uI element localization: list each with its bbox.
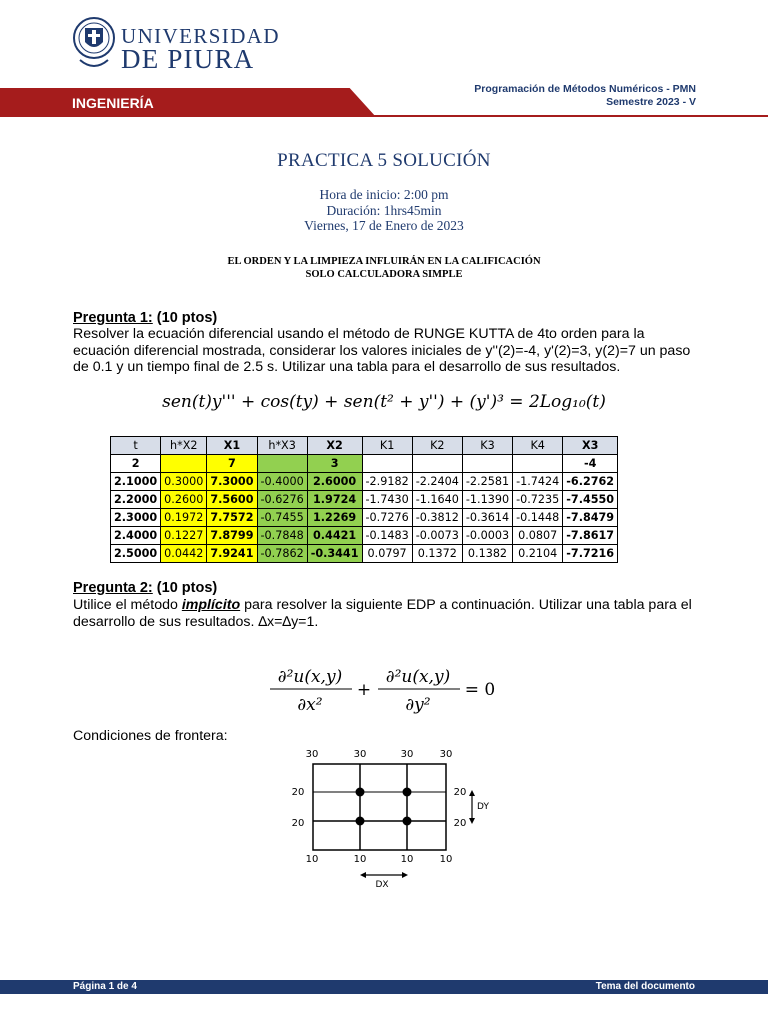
dy-arrow [469,790,489,824]
dx-arrow [360,872,408,890]
top-boundary-value: 30 [353,749,367,760]
bottom-boundary-value: 10 [305,854,319,865]
exam-meta [0,187,768,234]
table-cell: 3 [307,455,362,473]
pde-denominator-2: ∂y² [405,695,431,715]
table-cell: 0.1972 [161,509,207,527]
question-2-text [73,597,697,630]
table-cell: 7.9241 [207,545,257,563]
table-cell: -0.3614 [462,509,512,527]
column-header: X3 [563,437,618,455]
table-cell: 0.0797 [362,545,412,563]
table-cell: 7.7572 [207,509,257,527]
question-1-label: Pregunta 1: [73,310,153,326]
top-boundary-value: 30 [305,749,319,760]
interior-node [403,817,412,826]
page-number: Página 1 de 4 [73,981,137,992]
table-cell: 2.1000 [111,473,161,491]
right-boundary-value: 20 [453,818,467,829]
table-cell: 0.2600 [161,491,207,509]
interior-node [356,817,365,826]
question-1-text: Resolver la ecuación diferencial usando el método de RUNGE KUTTA de 4to orden para la ecuación diferencial mostrada, considerar los valores iniciales de y''(2)=-4, y'(2)=3, y(2)=7 un paso de 0.1 y un tiempo final de 2.5 s. Utilizar una tabla para el desarrollo de sus resultados. [73,326,691,375]
top-boundary-value: 30 [439,749,453,760]
table-cell: 7 [207,455,257,473]
table-cell: -2.9182 [362,473,412,491]
table-cell: 0.0807 [513,527,563,545]
dx-label: DX [375,880,389,890]
question-2-label: Pregunta 2: [73,580,153,596]
table-cell: 0.1372 [412,545,462,563]
table-cell: -7.8479 [563,509,618,527]
table-cell: -2.2404 [412,473,462,491]
course-info [474,83,696,109]
pde-numerator-2: ∂²u(x,y) [385,667,451,687]
table-cell: 2.4000 [111,527,161,545]
interior-node [403,788,412,797]
table-cell: -2.2581 [462,473,512,491]
table-cell: -0.7235 [513,491,563,509]
table-cell: 7.5600 [207,491,257,509]
table-cell: -1.7430 [362,491,412,509]
page-title: PRACTICA 5 SOLUCIÓN [277,150,491,171]
university-name-line2: DE PIURA [121,44,255,74]
top-boundary-value: 30 [400,749,414,760]
table-cell: -0.3441 [307,545,362,563]
question-2-text-after: para resolver la siguiente EDP a continuación. Utilizar una tabla para el desarrollo de sus resultados. ∆x=∆y=1. [73,597,692,630]
start-time: Hora de inicio: 2:00 pm [319,187,449,202]
laplace-equation [0,662,768,722]
table-cell: 2.5000 [111,545,161,563]
column-header: K3 [462,437,512,455]
semester: Semestre 2023 - V [606,96,696,108]
table-cell: -7.7216 [563,545,618,563]
interior-node [356,788,365,797]
table-cell: -1.7424 [513,473,563,491]
table-cell [161,455,207,473]
notice-line2: SOLO CALCULADORA SIMPLE [305,269,463,280]
question-2-points: (10 ptos) [156,580,218,596]
table-cell [462,455,512,473]
column-header: X2 [307,437,362,455]
document-topic: Tema del documento [595,981,695,992]
table-cell: 0.0442 [161,545,207,563]
table-cell: 0.2104 [513,545,563,563]
table-cell [257,455,307,473]
table-cell: -0.0003 [462,527,512,545]
table-cell: -0.0073 [412,527,462,545]
column-header: h*X2 [161,437,207,455]
implicit-emphasis: implícito [181,597,241,613]
table-cell: 7.3000 [207,473,257,491]
pde-numerator-1: ∂²u(x,y) [277,667,343,687]
header-rule [0,115,768,117]
table-row [111,473,618,491]
pde-rhs: = 0 [464,680,496,700]
runge-kutta-table [110,436,618,563]
question-1-points: (10 ptos) [156,310,218,326]
table-cell: 2 [111,455,161,473]
boundary-grid-diagram [280,742,500,892]
table-row [111,455,618,473]
table-cell: 2.3000 [111,509,161,527]
table-header-row [111,437,618,455]
question-1-equation: sen(t)y''' + cos(ty) + sen(t² + y'') + (y')³ = 2Log₁₀(t) [162,392,606,412]
exam-notice [0,255,768,281]
right-boundary-value: 20 [453,787,467,798]
table-row [111,491,618,509]
column-header: t [111,437,161,455]
table-cell: 2.6000 [307,473,362,491]
course-name: Programación de Métodos Numéricos - PMN [474,83,696,95]
faculty-band [0,88,376,117]
table-cell: 0.1382 [462,545,512,563]
table-cell: -0.3812 [412,509,462,527]
table-body [111,455,618,563]
table-cell [513,455,563,473]
bottom-boundary-value: 10 [439,854,453,865]
university-name-line1: UNIVERSIDAD [121,24,280,48]
table-cell: -0.7862 [257,545,307,563]
table-cell: 0.3000 [161,473,207,491]
grid-border [313,764,446,850]
table-cell: 0.4421 [307,527,362,545]
table-cell: 7.8799 [207,527,257,545]
table-cell: -1.1390 [462,491,512,509]
left-boundary-value: 20 [291,818,305,829]
table-cell: 1.9724 [307,491,362,509]
bottom-boundary-value: 10 [400,854,414,865]
table-cell: -0.1448 [513,509,563,527]
table-cell: 0.1227 [161,527,207,545]
faculty-label: INGENIERÍA [72,95,154,111]
university-seal-logo [72,16,116,74]
table-cell: -7.8617 [563,527,618,545]
table-row [111,509,618,527]
table-cell: -7.4550 [563,491,618,509]
table-cell: -4 [563,455,618,473]
table-cell: -0.7455 [257,509,307,527]
dy-label: DY [477,802,489,812]
table-cell [412,455,462,473]
table-cell: -6.2762 [563,473,618,491]
column-header: h*X3 [257,437,307,455]
table-cell: 1.2269 [307,509,362,527]
table-row [111,527,618,545]
question-2-text-before: Utilice el método [73,597,182,613]
table-row [111,545,618,563]
table-cell: -0.4000 [257,473,307,491]
boundary-conditions-label: Condiciones de frontera: [73,728,228,744]
pde-denominator-1: ∂x² [297,695,323,715]
exam-date: Viernes, 17 de Enero de 2023 [304,218,464,233]
column-header: K1 [362,437,412,455]
left-boundary-value: 20 [291,787,305,798]
table-cell [362,455,412,473]
table-cell: -1.1640 [412,491,462,509]
table-cell: -0.1483 [362,527,412,545]
question-1-heading [73,310,217,326]
table-cell: -0.7276 [362,509,412,527]
table-cell: -0.6276 [257,491,307,509]
question-2-heading [73,580,217,596]
bottom-boundary-value: 10 [353,854,367,865]
table-cell: -0.7848 [257,527,307,545]
column-header: K2 [412,437,462,455]
column-header: X1 [207,437,257,455]
table-cell: 2.2000 [111,491,161,509]
notice-line1: EL ORDEN Y LA LIMPIEZA INFLUIRÁN EN LA CALIFICACIÓN [227,256,541,267]
pde-plus: + [356,680,372,700]
column-header: K4 [513,437,563,455]
duration: Duración: 1hrs45min [326,202,442,218]
